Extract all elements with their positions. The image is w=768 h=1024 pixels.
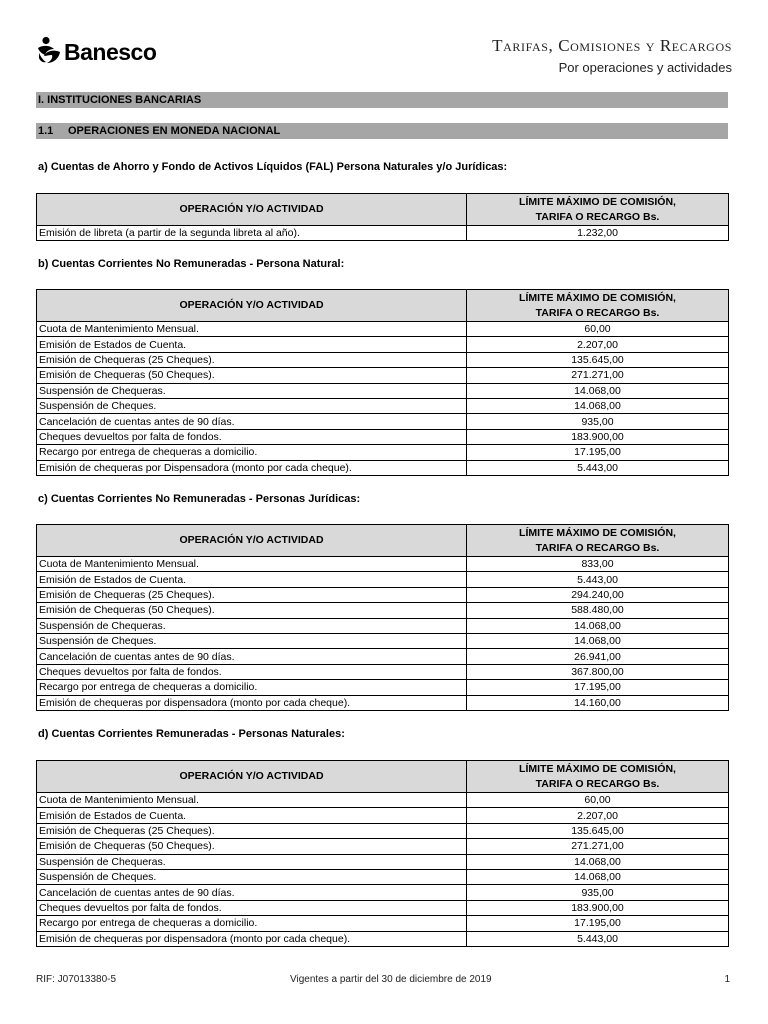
limit-value-cell: 5.443,00: [467, 572, 729, 587]
table-row: [37, 885, 729, 900]
operation-cell: Emisión de Estados de Cuenta.: [37, 808, 467, 823]
limit-value-cell: 14.068,00: [467, 854, 729, 869]
limit-value-cell: 5.443,00: [467, 460, 729, 475]
limit-value-cell: 5.443,00: [467, 931, 729, 946]
column-header-limit: [467, 525, 729, 557]
table-a-title: a) Cuentas de Ahorro y Fondo de Activos Líquidos (FAL) Persona Naturales y/o Jurídicas:: [38, 161, 508, 173]
limit-value-cell: 17.195,00: [467, 445, 729, 460]
operation-cell: Recargo por entrega de chequeras a domicilio.: [37, 445, 467, 460]
column-header-limit-line1: LÍMITE MÁXIMO DE COMISIÓN,: [519, 291, 676, 304]
limit-value-cell: 14.068,00: [467, 869, 729, 884]
column-header-limit-line2: TARIFA O RECARGO Bs.: [535, 210, 660, 223]
fees-table-b: [36, 289, 729, 476]
limit-value-cell: 135.645,00: [467, 823, 729, 838]
footer-rif: RIF: J07013380-5: [36, 974, 117, 985]
column-header-operation: OPERACIÓN Y/O ACTIVIDAD: [37, 525, 467, 557]
document-title: Tarifas, Comisiones y Recargos: [492, 36, 732, 55]
table-row: [37, 839, 729, 854]
operation-cell: Emisión de Chequeras (25 Cheques).: [37, 352, 467, 367]
table-row: [37, 603, 729, 618]
limit-value-cell: 17.195,00: [467, 916, 729, 931]
operation-cell: Suspensión de Cheques.: [37, 633, 467, 648]
fees-table-a: [36, 193, 729, 241]
table-row: [37, 823, 729, 838]
table-row: [37, 618, 729, 633]
operation-cell: Recargo por entrega de chequeras a domicilio.: [37, 916, 467, 931]
table-header-row: [37, 194, 729, 226]
subsection-number: 1.1: [38, 125, 54, 137]
column-header-limit-line2: TARIFA O RECARGO Bs.: [535, 777, 660, 790]
table-row: [37, 587, 729, 602]
operation-cell: Cheques devueltos por falta de fondos.: [37, 900, 467, 915]
limit-value-cell: 17.195,00: [467, 680, 729, 695]
column-header-operation: OPERACIÓN Y/O ACTIVIDAD: [37, 194, 467, 226]
table-row: [37, 368, 729, 383]
limit-value-cell: 14.068,00: [467, 633, 729, 648]
table-row: [37, 337, 729, 352]
table-row: [37, 633, 729, 648]
table-row: [37, 322, 729, 337]
banesco-logo-icon: [36, 36, 62, 68]
operation-cell: Cancelación de cuentas antes de 90 días.: [37, 649, 467, 664]
limit-value-cell: 294.240,00: [467, 587, 729, 602]
fees-table-d: [36, 760, 729, 947]
operation-cell: Emisión de libreta (a partir de la segunda libreta al año).: [37, 226, 467, 241]
table-row: [37, 931, 729, 946]
operation-cell: Emisión de Chequeras (50 Cheques).: [37, 839, 467, 854]
limit-value-cell: 271.271,00: [467, 839, 729, 854]
operation-cell: Cheques devueltos por falta de fondos.: [37, 429, 467, 444]
limit-value-cell: 183.900,00: [467, 900, 729, 915]
table-row: [37, 383, 729, 398]
operation-cell: Cancelación de cuentas antes de 90 días.: [37, 885, 467, 900]
column-header-limit-line2: TARIFA O RECARGO Bs.: [535, 541, 660, 554]
fees-table-c: [36, 524, 729, 711]
table-row: [37, 793, 729, 808]
column-header-operation: OPERACIÓN Y/O ACTIVIDAD: [37, 761, 467, 793]
column-header-limit-line1: LÍMITE MÁXIMO DE COMISIÓN,: [519, 526, 676, 539]
table-row: [37, 869, 729, 884]
operation-cell: Cuota de Mantenimiento Mensual.: [37, 793, 467, 808]
table-header-row: [37, 525, 729, 557]
table-row: [37, 557, 729, 572]
table-row: [37, 398, 729, 413]
table-row: [37, 900, 729, 915]
limit-value-cell: 588.480,00: [467, 603, 729, 618]
table-d-title: d) Cuentas Corrientes Remuneradas - Personas Naturales:: [38, 728, 345, 740]
limit-value-cell: 135.645,00: [467, 352, 729, 367]
table-c-title: c) Cuentas Corrientes No Remuneradas - Personas Jurídicas:: [38, 493, 361, 505]
operation-cell: Cuota de Mantenimiento Mensual.: [37, 322, 467, 337]
operation-cell: Cheques devueltos por falta de fondos.: [37, 664, 467, 679]
operation-cell: Cuota de Mantenimiento Mensual.: [37, 557, 467, 572]
column-header-limit-line1: LÍMITE MÁXIMO DE COMISIÓN,: [519, 762, 676, 775]
limit-value-cell: 2.207,00: [467, 808, 729, 823]
table-header-row: [37, 761, 729, 793]
table-row: [37, 664, 729, 679]
column-header-limit: [467, 194, 729, 226]
column-header-limit: [467, 761, 729, 793]
limit-value-cell: 2.207,00: [467, 337, 729, 352]
limit-value-cell: 271.271,00: [467, 368, 729, 383]
operation-cell: Recargo por entrega de chequeras a domicilio.: [37, 680, 467, 695]
table-row: [37, 460, 729, 475]
footer-validity: Vigentes a partir del 30 de diciembre de 2019: [290, 974, 492, 985]
limit-value-cell: 935,00: [467, 885, 729, 900]
table-row: [37, 808, 729, 823]
table-b-title: b) Cuentas Corrientes No Remuneradas - Persona Natural:: [38, 258, 345, 270]
operation-cell: Emisión de Estados de Cuenta.: [37, 572, 467, 587]
limit-value-cell: 26.941,00: [467, 649, 729, 664]
limit-value-cell: 60,00: [467, 322, 729, 337]
table-row: [37, 445, 729, 460]
limit-value-cell: 1.232,00: [467, 226, 729, 241]
operation-cell: Suspensión de Cheques.: [37, 398, 467, 413]
banesco-logo: [36, 36, 156, 68]
operation-cell: Suspensión de Chequeras.: [37, 618, 467, 633]
table-row: [37, 916, 729, 931]
limit-value-cell: 60,00: [467, 793, 729, 808]
operation-cell: Emisión de Chequeras (50 Cheques).: [37, 368, 467, 383]
operation-cell: Emisión de Chequeras (25 Cheques).: [37, 823, 467, 838]
limit-value-cell: 14.068,00: [467, 398, 729, 413]
table-row: [37, 649, 729, 664]
column-header-limit-line1: LÍMITE MÁXIMO DE COMISIÓN,: [519, 195, 676, 208]
table-row: [37, 680, 729, 695]
limit-value-cell: 14.068,00: [467, 383, 729, 398]
table-row: [37, 352, 729, 367]
table-header-row: [37, 290, 729, 322]
operation-cell: Cancelación de cuentas antes de 90 días.: [37, 414, 467, 429]
table-row: [37, 854, 729, 869]
table-row: [37, 226, 729, 241]
subsection-bar: [36, 123, 728, 139]
limit-value-cell: 183.900,00: [467, 429, 729, 444]
operation-cell: Emisión de chequeras por Dispensadora (monto por cada cheque).: [37, 460, 467, 475]
operation-cell: Suspensión de Chequeras.: [37, 854, 467, 869]
operation-cell: Emisión de Chequeras (50 Cheques).: [37, 603, 467, 618]
limit-value-cell: 367.800,00: [467, 664, 729, 679]
limit-value-cell: 833,00: [467, 557, 729, 572]
operation-cell: Suspensión de Cheques.: [37, 869, 467, 884]
operation-cell: Suspensión de Chequeras.: [37, 383, 467, 398]
column-header-limit: [467, 290, 729, 322]
operation-cell: Emisión de Chequeras (25 Cheques).: [37, 587, 467, 602]
footer-page-number: 1: [724, 974, 730, 985]
subsection-title: OPERACIONES EN MONEDA NACIONAL: [68, 125, 281, 137]
table-row: [37, 572, 729, 587]
operation-cell: Emisión de Estados de Cuenta.: [37, 337, 467, 352]
limit-value-cell: 935,00: [467, 414, 729, 429]
limit-value-cell: 14.068,00: [467, 618, 729, 633]
table-row: [37, 695, 729, 710]
limit-value-cell: 14.160,00: [467, 695, 729, 710]
operation-cell: Emisión de chequeras por dispensadora (monto por cada cheque).: [37, 695, 467, 710]
operation-cell: Emisión de chequeras por dispensadora (monto por cada cheque).: [37, 931, 467, 946]
column-header-limit-line2: TARIFA O RECARGO Bs.: [535, 306, 660, 319]
column-header-operation: OPERACIÓN Y/O ACTIVIDAD: [37, 290, 467, 322]
section-title: I. INSTITUCIONES BANCARIAS: [36, 92, 728, 108]
brand-name: Banesco: [64, 38, 157, 65]
document-subtitle: Por operaciones y actividades: [558, 60, 732, 75]
table-row: [37, 429, 729, 444]
table-row: [37, 414, 729, 429]
